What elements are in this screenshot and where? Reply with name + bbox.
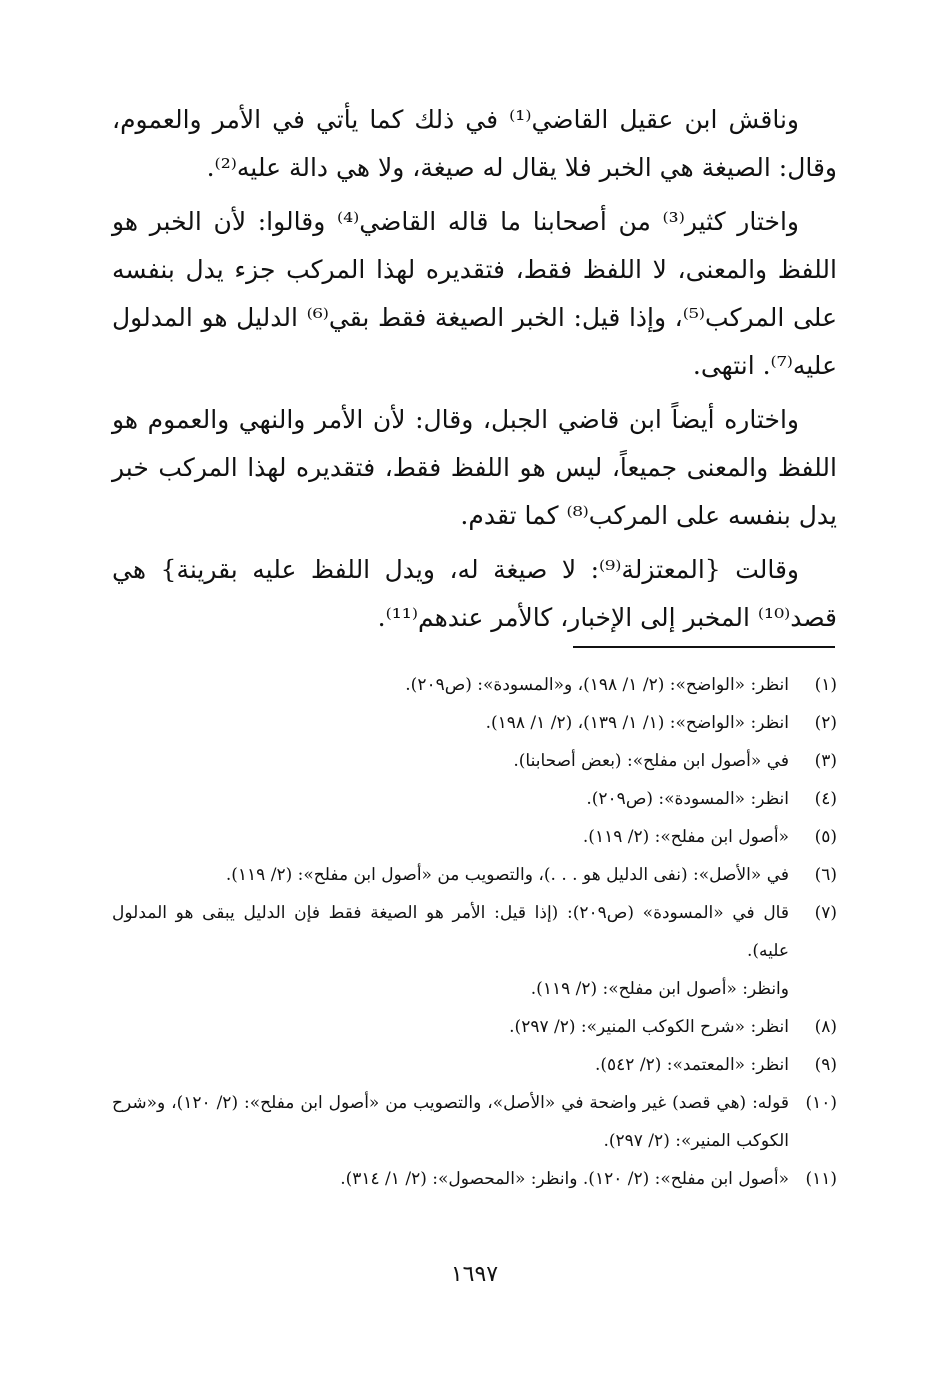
page-number: ١٦٩٧ <box>450 1262 499 1287</box>
footnote-text <box>112 856 789 894</box>
footnote-line: قوله: (هي قصد) غير واضحة في «الأصل»، والتصويب من «أصول ابن مفلح»: (٢/ ١٢٠)، و«شرح الكوكب المنير»: (٢/ ٢٩٧). <box>112 1093 790 1151</box>
footnote-separator <box>573 646 835 648</box>
footnote-line: انظر: «شرح الكوكب المنير»: (٢/ ٢٩٧). <box>509 1017 789 1037</box>
footnote-number: (٥) <box>814 827 837 847</box>
footnote-number: (١) <box>814 675 837 695</box>
footnote-number: (٦) <box>814 865 837 885</box>
footnote-line: انظر: «المسودة»: (ص٢٠٩). <box>586 789 789 809</box>
footnote-line: في «أصول ابن مفلح»: (بعض أصحابنا). <box>513 751 789 771</box>
paragraph: وناقش ابن عقيل القاضي⁽¹⁾ في ذلك كما يأتي في الأمر والعموم، وقال: الصيغة هي الخبر فلا يقال له صيغة، ولا هي دالة عليه⁽²⁾. <box>112 105 837 182</box>
footnote-number: (٢) <box>814 713 837 733</box>
footnote-text <box>112 666 789 704</box>
footnote-line: قال في «المسودة» (ص٢٠٩): (إذا قيل: الأمر هو الصيغة فقط فإن الدليل يبقى هو المدلول عليه). <box>112 903 789 961</box>
footnote-item <box>112 1008 837 1046</box>
footnote-line: انظر: «المعتمد»: (٢/ ٥٤٢). <box>594 1055 789 1075</box>
footnote-number: (٨) <box>814 1017 837 1037</box>
footnote-line: «أصول ابن مفلح»: (٢/ ١١٩). <box>582 827 789 847</box>
footnote-text <box>112 704 789 742</box>
footnote-item <box>112 742 837 780</box>
footnote-number: (٧) <box>814 903 837 923</box>
footnotes-list <box>112 666 837 1198</box>
paragraph: واختاره أيضاً ابن قاضي الجبل، وقال: لأن الأمر والنهي والعموم هو اللفظ والمعنى جميعاً، ليس هو اللفظ فقط، فتقديره لهذا المركب خبر يدل بنفسه على المركب⁽⁸⁾ كما تقدم. <box>112 405 837 530</box>
footnote-number: (٣) <box>814 751 837 771</box>
footnote-number: (١٠) <box>805 1093 837 1113</box>
footnote-number: (١١) <box>805 1169 837 1189</box>
footnote-text <box>112 780 789 818</box>
footnote-item <box>112 666 837 704</box>
footnote-number: (٤) <box>814 789 837 809</box>
footnote-item <box>112 894 837 1008</box>
footnote-text <box>112 742 789 780</box>
footnote-text <box>112 1084 789 1160</box>
paragraph: وقالت {المعتزلة⁽⁹⁾: لا صيغة له، ويدل اللفظ عليه بقرينة} هي قصد⁽¹⁰⁾ المخبر إلى الإخبار، كالأمر عندهم⁽¹¹⁾. <box>112 555 837 632</box>
footnote-item <box>112 818 837 856</box>
footnote-text <box>112 1160 789 1198</box>
footnote-line: انظر: «الواضح»: (٢/ ١/ ١٩٨)، و«المسودة»: (ص٢٠٩). <box>405 675 789 695</box>
footnote-text <box>112 894 789 1008</box>
paragraph: واختار كثير⁽³⁾ من أصحابنا ما قاله القاضي⁽⁴⁾ وقالوا: لأن الخبر هو اللفظ والمعنى، لا اللفظ فقط، فتقديره لهذا المركب جزء يدل بنفسه على المركب⁽⁵⁾، وإذا قيل: الخبر الصيغة فقط بقي⁽⁶⁾ الدليل هو المدلول عليه⁽⁷⁾. انتهى. <box>112 207 837 380</box>
footnote-item <box>112 1160 837 1198</box>
footnote-item <box>112 856 837 894</box>
footnote-line: وانظر: «أصول ابن مفلح»: (٢/ ١١٩). <box>530 979 789 999</box>
footnote-item <box>112 780 837 818</box>
footnote-text <box>112 1008 789 1046</box>
footnote-text <box>112 1046 789 1084</box>
footnote-line: انظر: «الواضح»: (١/ ١/ ١٣٩)، (٢/ ١/ ١٩٨). <box>485 713 789 733</box>
footnote-line: في «الأصل»: (نفى الدليل هو . . .)، والتصويب من «أصول ابن مفلح»: (٢/ ١١٩). <box>225 865 789 885</box>
footnote-number: (٩) <box>814 1055 837 1075</box>
footnote-item <box>112 1084 837 1160</box>
main-text <box>112 96 837 642</box>
footnote-line: «أصول ابن مفلح»: (٢/ ١٢٠). وانظر: «المحصول»: (٢/ ١/ ٣١٤). <box>340 1169 789 1189</box>
footnote-item <box>112 1046 837 1084</box>
footnote-item <box>112 704 837 742</box>
footnote-text <box>112 818 789 856</box>
